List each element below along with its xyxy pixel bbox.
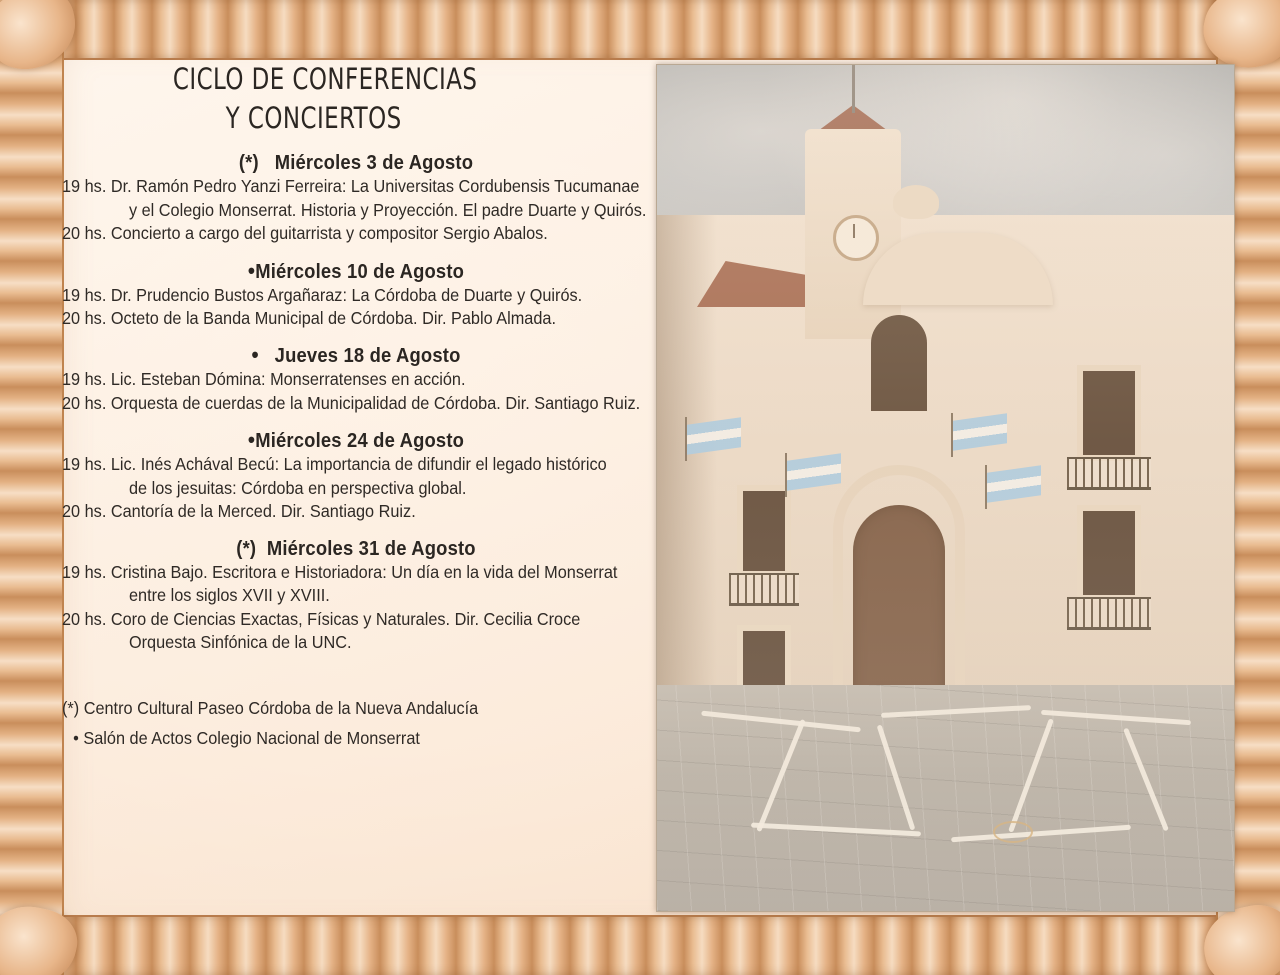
session-heading xyxy=(86,538,627,561)
session-heading xyxy=(86,429,627,453)
session-line xyxy=(62,284,609,307)
session-marker: • xyxy=(251,342,259,368)
balcony-railing xyxy=(1067,457,1151,490)
session-line-text: 20 hs. Concierto a cargo del guitarrista y compositor Sergio Abalos. xyxy=(62,223,548,244)
session-line-text: 19 hs. Lic. Inés Achával Becú: La importancia de difundir el legado histórico xyxy=(62,454,607,475)
tower-clock-icon xyxy=(833,215,879,261)
session-block xyxy=(62,538,650,655)
title-line-2: Y CONCIERTOS xyxy=(225,101,402,136)
window xyxy=(1077,365,1141,461)
session-date: Miércoles 10 de Agosto xyxy=(255,260,465,283)
scroll-edge-left xyxy=(0,0,64,975)
session-marker: • xyxy=(247,257,256,283)
page-title xyxy=(62,60,579,138)
session-line xyxy=(62,608,609,655)
dome xyxy=(893,185,939,219)
session-heading xyxy=(86,344,627,368)
session-line xyxy=(62,561,618,608)
legend-item-bullet: • Salón de Actos Colegio Nacional de Monserrat xyxy=(73,728,420,749)
photo-column xyxy=(656,46,1235,926)
session-line-continuation: Orquesta Sinfónica de la UNC. xyxy=(128,631,352,652)
session-block xyxy=(62,152,650,245)
balcony-railing xyxy=(1067,597,1151,630)
balcony-railing xyxy=(729,573,799,606)
session-date: Miércoles 3 de Agosto xyxy=(274,152,474,175)
session-block xyxy=(62,257,650,331)
session-line-text: 20 hs. Octeto de la Banda Municipal de Córdoba. Dir. Pablo Almada. xyxy=(62,308,556,329)
session-line-text: 20 hs. Cantoría de la Merced. Dir. Santiago Ruiz. xyxy=(62,501,416,522)
session-line xyxy=(62,500,609,523)
session-block xyxy=(62,429,650,523)
main-portal xyxy=(853,505,945,695)
session-date: Miércoles 24 de Agosto xyxy=(255,430,465,453)
session-line xyxy=(62,392,641,415)
session-heading xyxy=(86,257,627,284)
session-line xyxy=(62,175,647,222)
session-line xyxy=(62,307,609,330)
session-block xyxy=(62,344,650,415)
window xyxy=(1077,505,1141,601)
session-line-text: 19 hs. Lic. Esteban Dómina: Monserratenses en acción. xyxy=(62,369,466,390)
session-line xyxy=(62,453,609,500)
session-line-continuation: y el Colegio Monserrat. Historia y Proyección. El padre Duarte y Quirós. xyxy=(128,199,647,220)
session-line xyxy=(62,368,609,391)
session-marker: • xyxy=(247,427,256,453)
title-line-1: CICLO DE CONFERENCIAS xyxy=(172,62,478,96)
session-date: Jueves 18 de Agosto xyxy=(274,345,461,368)
session-line xyxy=(62,222,609,245)
venue-legend xyxy=(62,694,650,754)
session-line-text: 19 hs. Cristina Bajo. Escritora e Historiadora: Un día en la vida del Monserrat xyxy=(62,561,618,582)
tower-spire xyxy=(852,64,855,113)
session-line-text: 19 hs. Dr. Ramón Pedro Yanzi Ferreira: La Universitas Cordubensis Tucumanae xyxy=(62,176,640,197)
session-line-text: 19 hs. Dr. Prudencio Bustos Argañaraz: La Córdoba de Duarte y Quirós. xyxy=(62,284,583,305)
session-line-text: 20 hs. Coro de Ciencias Exactas, Físicas y Naturales. Dir. Cecilia Croce xyxy=(62,608,581,629)
session-date: Miércoles 31 de Agosto xyxy=(266,537,476,560)
monserrat-facade-photo xyxy=(656,64,1235,912)
legend-item-asterisk: (*) Centro Cultural Paseo Córdoba de la Nueva Andalucía xyxy=(62,698,479,719)
session-marker: (*) xyxy=(238,152,259,175)
window xyxy=(737,485,791,577)
session-line-continuation: de los jesuitas: Córdoba en perspectiva global. xyxy=(128,477,467,498)
session-heading xyxy=(86,152,627,175)
poster-content xyxy=(56,46,1224,926)
program-column xyxy=(56,46,656,926)
session-line-continuation: entre los siglos XVII y XVIII. xyxy=(128,585,330,606)
plaza-pavement xyxy=(657,685,1234,911)
hopscotch-markings xyxy=(691,703,1201,853)
session-line-text: 20 hs. Orquesta de cuerdas de la Municipalidad de Córdoba. Dir. Santiago Ruiz. xyxy=(62,392,641,413)
session-marker: (*) xyxy=(236,537,257,560)
ground-ring-mark xyxy=(993,821,1033,843)
facade-niche xyxy=(871,315,927,411)
